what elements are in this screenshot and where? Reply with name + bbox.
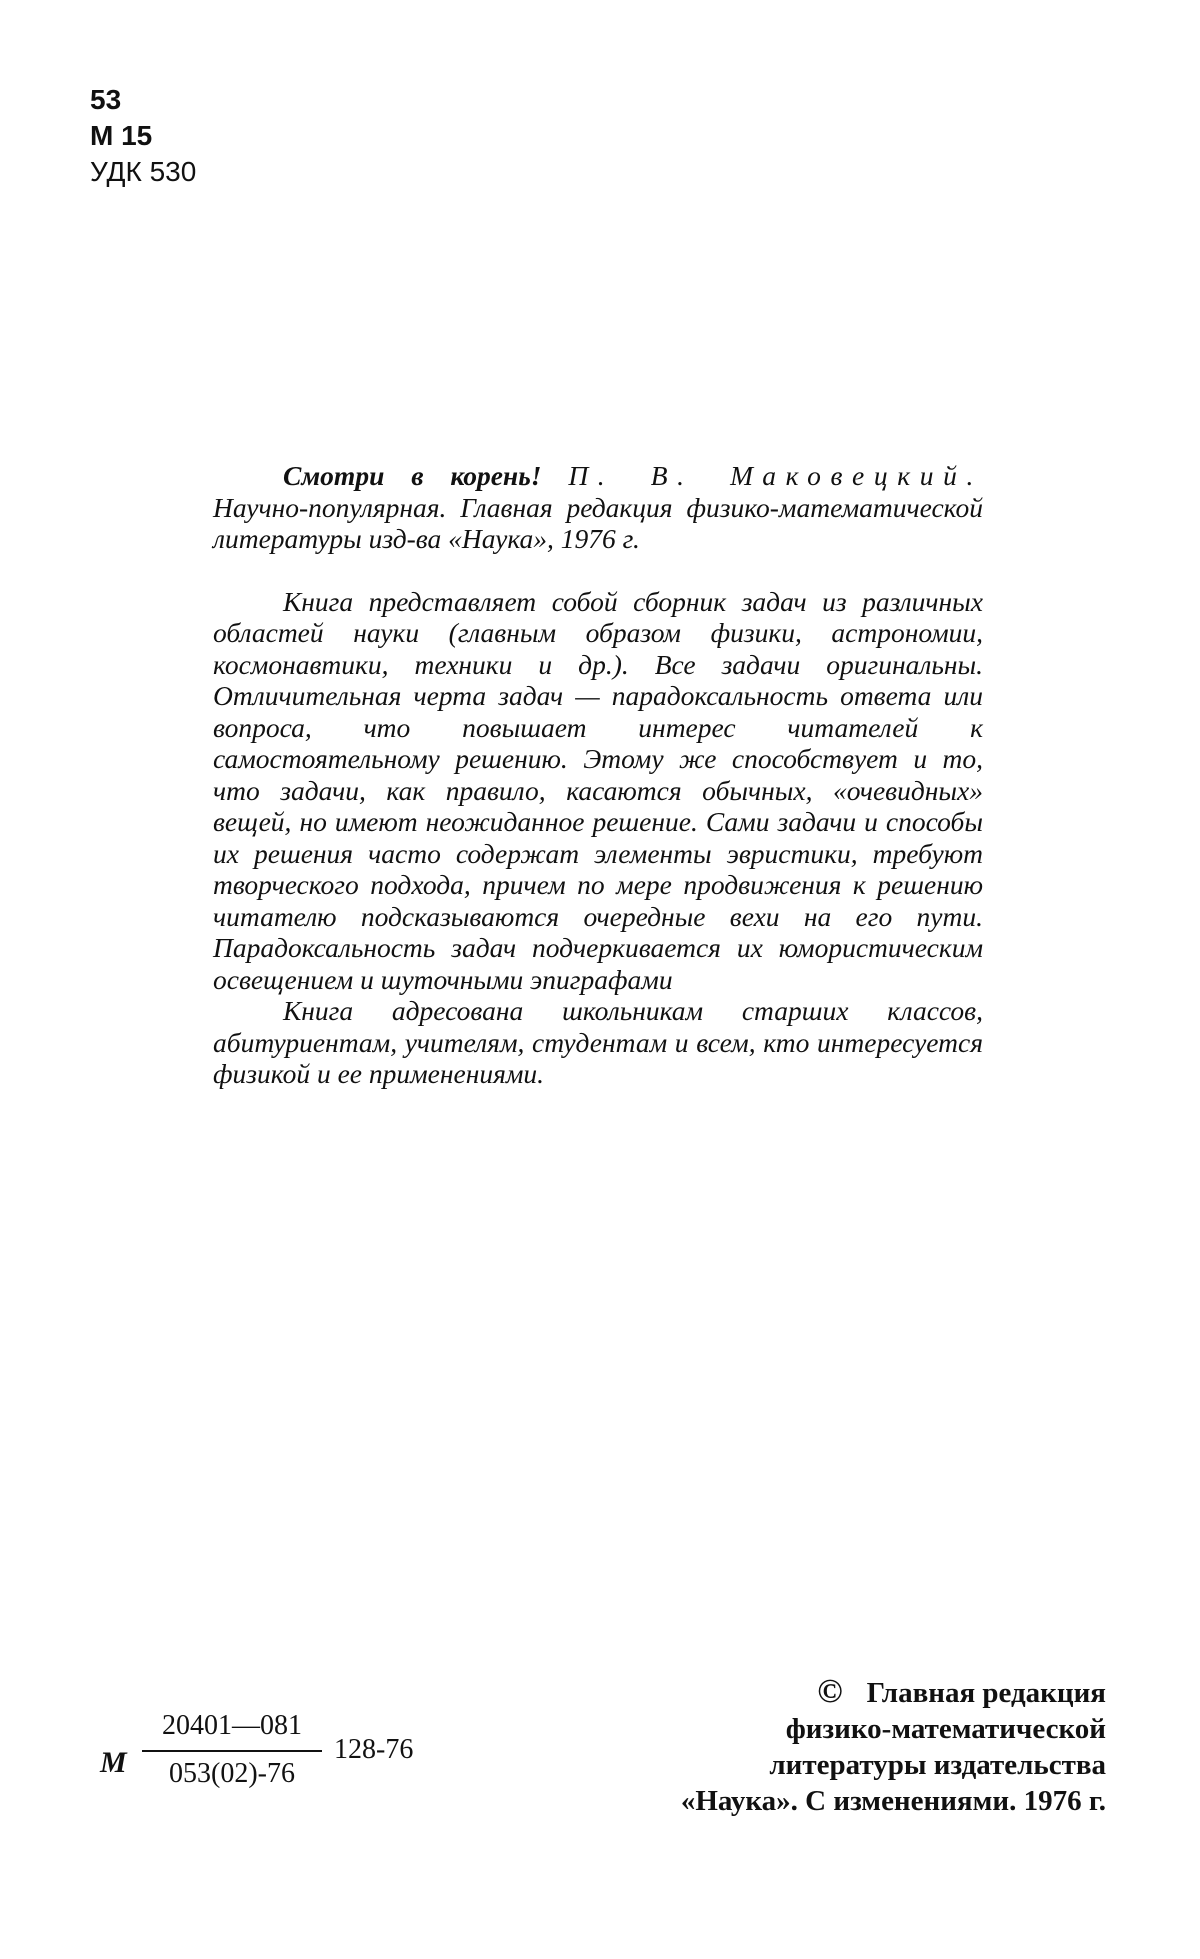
copyright-block (681, 1674, 1106, 1819)
index-numerator: 20401—081 (162, 1710, 302, 1741)
fraction-bar (142, 1750, 322, 1752)
udk-code: УДК 530 (90, 156, 197, 187)
classification-codes (90, 82, 196, 190)
copyright-icon: © (817, 1673, 843, 1710)
copyright-line-3: литературы издательства (769, 1749, 1106, 1781)
bbk-code: 53 (90, 84, 122, 115)
copyright-line-2: физико-математической (785, 1713, 1106, 1745)
publisher-info: Научно-популярная. Главная редакция физико-математической литературы изд-ва «Наука», 1976 г. (213, 491, 983, 554)
annotation-paragraph-2: Книга адресована школьникам старших классов, абитуриентам, учителям, студентам и всем, кто интересуется физикой и ее применениями. (213, 995, 983, 1089)
publication-index (100, 1710, 440, 1810)
annotation-block (213, 460, 983, 1090)
index-suffix: 128-76 (334, 1734, 414, 1765)
copyright-line-1: Главная редакция (866, 1677, 1106, 1709)
copyright-line-4: «Наука». С изменениями. 1976 г. (680, 1785, 1106, 1817)
author-mark: М 15 (90, 120, 153, 151)
index-fraction (142, 1710, 420, 1810)
index-letter: М (100, 1746, 127, 1779)
bibliographic-record (213, 460, 983, 555)
book-title: Смотри в корень! (283, 460, 542, 491)
index-denominator: 053(02)-76 (169, 1758, 295, 1789)
annotation-paragraph-1: Книга представляет собой сборник задач из различных областей науки (главным образом физики, астрономии, космонавтики, техники и др.). Все задачи оригинальны. Отличительная черта задач — парадоксальность ответа или вопроса, что повышает интерес читателей к самостоятельному решению. Этому же способствует и то, что задачи, как правило, касаются обычных, «очевидных» вещей, но имеют неожиданное решение. Сами задачи и способы их решения часто содержат элементы эвристики, требуют творческого подхода, причем по мере продвижения к решению читателю подсказываются очередные вехи на его пути. Парадоксальность задач подчеркивается их юмористическим освещением и шуточными эпиграфами (213, 585, 983, 995)
book-author: П. В. Маковецкий. (568, 460, 983, 491)
